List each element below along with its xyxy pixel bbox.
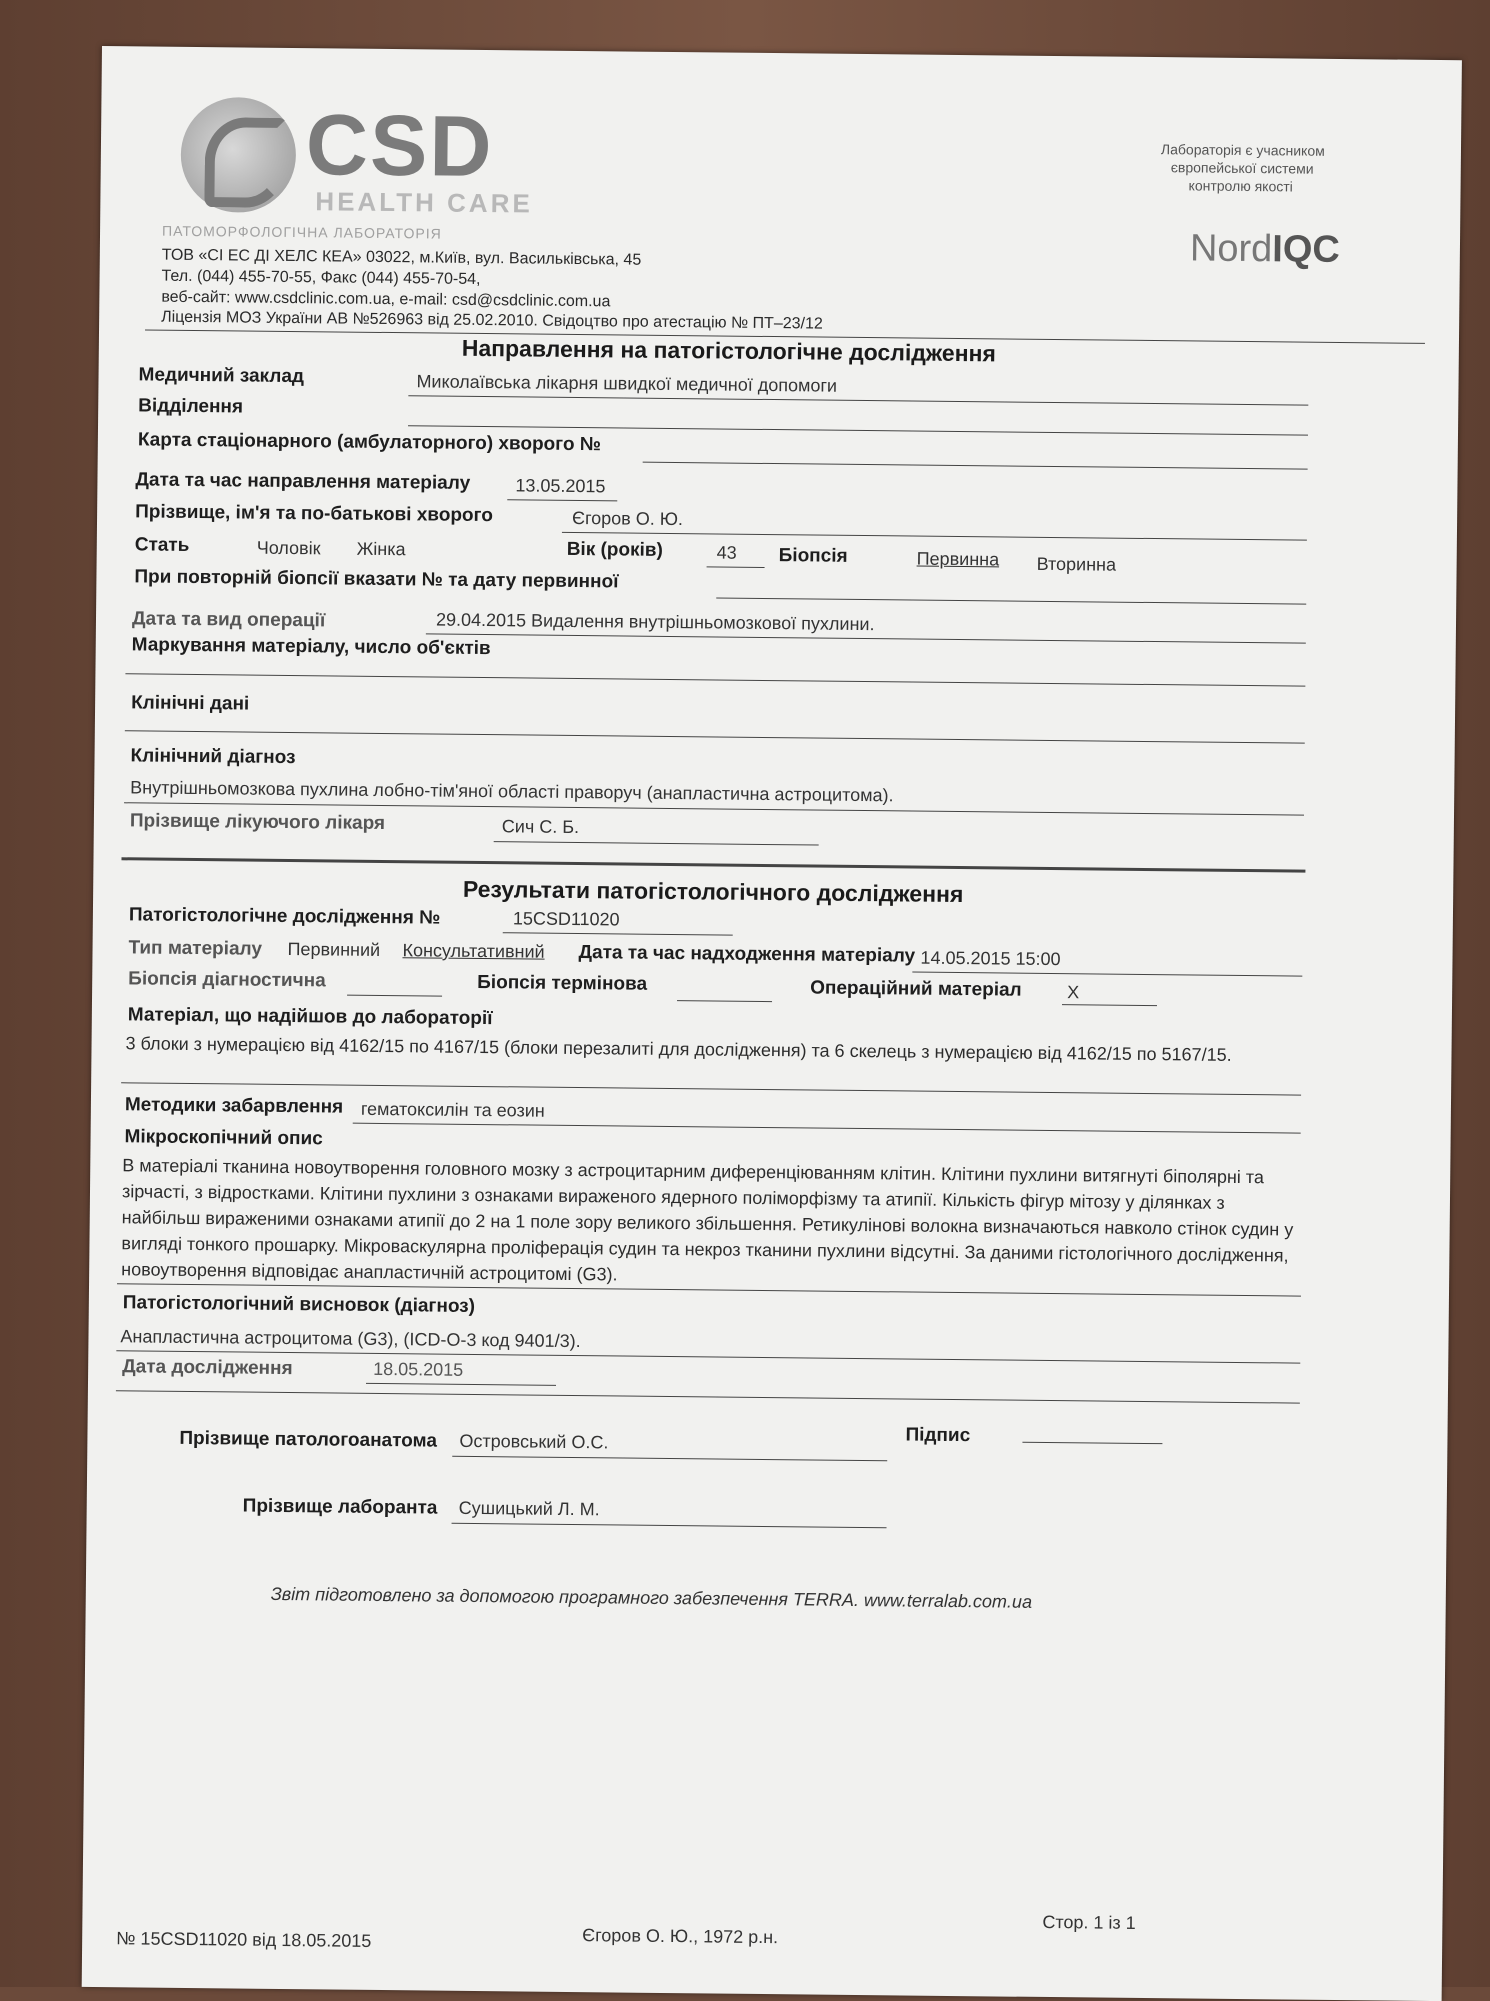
study-date-label: Дата дослідження <box>122 1356 293 1380</box>
biopsy-diag-line <box>347 995 442 997</box>
institution-line <box>408 395 1308 405</box>
signature-line <box>1022 1442 1162 1444</box>
repeat-label: При повторній біопсії вказати № та дату первинної <box>134 566 619 593</box>
date-value: 13.05.2015 <box>515 475 606 497</box>
diagnosis-value: Внутрішньомозкова пухлина лобно-тім'яної області праворуч (анапластична астроцитома). <box>130 777 894 806</box>
sex-male: Чоловік <box>256 537 321 559</box>
clinical-line <box>125 730 1305 743</box>
study-label: Патогістологічне дослідження № <box>128 904 441 929</box>
repeat-line <box>716 597 1306 604</box>
sex-label: Стать <box>134 534 190 556</box>
card-line <box>643 462 1308 470</box>
lab-tech-line <box>452 1523 887 1529</box>
institution-label: Медичний заклад <box>138 364 305 388</box>
logo-lab: ПАТОМОРФОЛОГІЧНА ЛАБОРАТОРІЯ <box>161 222 442 242</box>
license-line: Ліцензія МОЗ України АВ №526963 від 25.02.2010. Свідоцтво про атестацію № ПТ–23/12 <box>161 308 823 333</box>
results-divider <box>116 1390 1300 1403</box>
received-label: Дата та час надходження матеріалу <box>578 942 916 967</box>
clinical-label: Клінічні дані <box>131 692 250 715</box>
doctor-value: Сич С. Б. <box>501 816 580 838</box>
sex-female: Жінка <box>356 538 406 560</box>
logo-main: CSD <box>305 97 495 196</box>
software-note: Звіт підготовлено за допомогою програмного забезпечення TERRA. www.terralab.com.ua <box>270 1583 1033 1612</box>
micro-value: В матеріалі тканина новоутворення головного мозку з астроцитарним диференціюванням клітин. Клітини пухлини витягнуті біполярні та зірчасті, з відростками. Клітини пухлини з ознаками вираженого ядерного поліморфізму та атипії. Кількість фігур мітозу у ділянках з найбільш вираженими ознаками атипії до 2 на 1 поле зору великого збільшення. Ретикулінові волокна визначаються навколо стінок судин у вигляді тонкого прошарку. Мікроваскулярна проліферація судин та некроз тканини пухлини відсутні. За даними гістологічного дослідження, новоутворення відповідає анапластичній астроцитомі (G3). <box>121 1155 1294 1285</box>
biopsy-primary: Первинна <box>916 548 1000 570</box>
biopsy-urgent-line <box>677 1000 772 1002</box>
material-line <box>121 1082 1301 1095</box>
address-line-2: Тел. (044) 455-70-55, Факс (044) 455-70-54, <box>161 267 481 288</box>
operation-value: 29.04.2015 Видалення внутрішньомозкової пухлини. <box>435 609 875 635</box>
quality-line-3: контролю якості <box>1188 177 1293 195</box>
biopsy-secondary: Вторинна <box>1036 553 1117 575</box>
doctor-line <box>494 841 819 845</box>
date-label: Дата та час направлення матеріалу <box>135 469 471 494</box>
lab-tech-value: Сушицький Л. М. <box>458 1497 600 1520</box>
pathologist-value: Островський О.С. <box>459 1430 609 1453</box>
signature-label: Підпис <box>905 1424 971 1447</box>
biopsy-urgent-label: Біопсія термінова <box>477 971 648 995</box>
quality-line-1: Лабораторія є учасником <box>1160 141 1325 159</box>
age-value: 43 <box>716 542 737 563</box>
address-line-1: ТОВ «СІ ЕС ДІ ХЕЛС КЕА» 03022, м.Київ, вул. Васильківська, 45 <box>161 246 642 269</box>
csd-logo-icon <box>180 97 296 213</box>
diagnosis-label: Клінічний діагноз <box>130 745 296 769</box>
received-line <box>912 972 1302 977</box>
micro-label: Мікроскопічний опис <box>124 1126 323 1150</box>
referral-title: Направлення на патогістологічне дослідження <box>461 334 997 367</box>
study-date-value: 18.05.2015 <box>373 1358 464 1380</box>
age-label: Вік (років) <box>566 538 663 561</box>
section-divider <box>121 857 1305 872</box>
study-line <box>503 932 733 935</box>
department-label: Відділення <box>138 395 244 418</box>
received-value: 14.05.2015 15:00 <box>920 947 1061 970</box>
material-value: 3 блоки з нумерацією від 4162/15 по 4167/15 (блоки перезалиті для дослідження) та 6 скелець з нумерацією від 4162/15 по 5167/15. <box>125 1033 1232 1065</box>
stain-value: гематоксилін та еозин <box>360 1098 545 1121</box>
address-line-3: веб-сайт: www.csdclinic.com.ua, e-mail: csd@csdclinic.com.ua <box>161 288 611 311</box>
stain-label: Методики забарвлення <box>124 1094 344 1118</box>
footer-page: Стор. 1 із 1 <box>1042 1911 1136 1933</box>
footer-patient: Єгоров О. Ю., 1972 р.н. <box>582 1925 779 1948</box>
logo-sub: HEALTH CARE <box>315 186 533 219</box>
study-date-line <box>366 1383 556 1386</box>
doctor-label: Прізвище лікуючого лікаря <box>129 810 386 835</box>
age-line <box>707 566 765 568</box>
nordiqc-a: Nord <box>1189 227 1273 271</box>
nordiqc-b: IQC <box>1272 228 1341 271</box>
operation-material-label: Операційний матеріал <box>810 977 1022 1001</box>
type-primary: Первинний <box>287 938 381 960</box>
type-label: Тип матеріалу <box>128 937 263 960</box>
biopsy-diag-label: Біопсія діагностична <box>128 968 326 992</box>
operation-material-line <box>1062 1004 1157 1006</box>
name-value: Єгоров О. Ю. <box>571 507 684 530</box>
marking-label: Маркування матеріалу, число об'єктів <box>131 634 491 660</box>
results-title: Результати патогістологічного дослідження <box>462 875 964 908</box>
operation-label: Дата та вид операції <box>131 608 326 632</box>
type-consult: Консультативний <box>402 940 545 962</box>
stain-line <box>353 1123 1301 1134</box>
marking-line <box>125 673 1305 686</box>
material-label: Матеріал, що надійшов до лабораторії <box>127 1004 493 1030</box>
date-line <box>507 499 617 501</box>
lab-tech-label: Прізвище лаборанта <box>242 1495 438 1519</box>
name-line <box>562 532 1307 541</box>
conclusion-line <box>116 1350 1300 1363</box>
document-page <box>82 46 1462 2001</box>
pathologist-line <box>452 1456 887 1462</box>
name-label: Прізвище, ім'я та по-батькові хворого <box>135 501 493 527</box>
conclusion-label: Патогістологічний висновок (діагноз) <box>122 1292 476 1317</box>
conclusion-value: Анапластична астроцитома (G3), (ICD-O-3 код 9401/3). <box>120 1326 581 1352</box>
study-value: 15CSD11020 <box>512 908 620 930</box>
pathologist-label: Прізвище патологоанатома <box>179 1427 438 1452</box>
quality-line-2: європейської системи <box>1170 159 1314 177</box>
biopsy-label: Біопсія <box>778 545 848 567</box>
institution-value: Миколаївська лікарня швидкої медичної допомоги <box>416 371 838 396</box>
operation-material-value: X <box>1067 982 1080 1003</box>
card-label: Карта стаціонарного (амбулаторного) хворого № <box>137 429 602 456</box>
nordiqc-logo <box>1190 227 1340 272</box>
footer-report-no: № 15CSD11020 від 18.05.2015 <box>116 1928 372 1951</box>
